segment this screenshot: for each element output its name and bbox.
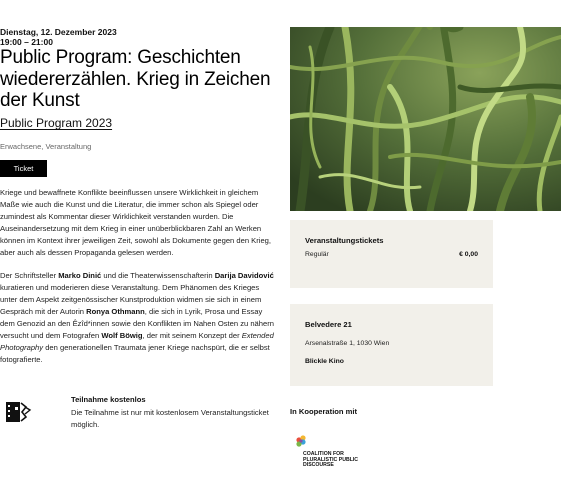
page-title: Public Program: Geschichten wiedererzählen. Krieg in Zeichen der Kunst [0, 47, 271, 111]
cooperation-heading: In Kooperation mit [290, 407, 358, 416]
text-span: den generationellen Traumata jener Kriege nachspürt, die er selbst fotografierte. [0, 343, 270, 364]
ticket-button[interactable]: Ticket [0, 160, 47, 177]
event-image [290, 27, 561, 211]
text-span: und die Theaterwissenschafterin [101, 271, 215, 280]
tickets-card [290, 220, 493, 288]
series-link[interactable]: Public Program 2023 [0, 116, 113, 130]
ticket-icon [4, 398, 34, 426]
person-name: Wolf Böwig [101, 331, 143, 340]
tickets-heading: Veranstaltungstickets [305, 236, 384, 245]
ticket-price: € 0,00 [459, 251, 478, 258]
event-datetime [0, 27, 117, 47]
description-paragraph-1: Kriege und bewaffnete Konflikte beeinflussen unsere Wirklichkeit in gleichem Maße wie auch die Kunst und die Literatur, die immer schon als Spiegel oder zumindest als Kommentar dieser Wirklichkeit verstanden wurden. Die Auseinandersetzung mit dem Krieg in einer unüberblickbaren Zahl an Werken können im Kontext ihrer jeweiligen Zeit, sowohl als Dokumente gegen den Krieg, aber auch als dessen Propaganda gelesen werden. [0, 188, 271, 257]
venue-name: Belvedere 21 [305, 320, 352, 329]
partner-line: PLURALISTIC PUBLIC [303, 456, 359, 463]
notice-text: Die Teilnahme ist nur mit kostenlosem Veranstaltungsticket möglich. [71, 408, 269, 429]
event-category: Erwachsene, Veranstaltung [0, 142, 92, 151]
partner-line: DISCOURSE [303, 462, 334, 469]
notice-title: Teilnahme kostenlos [71, 395, 146, 404]
person-name: Darija Davidović [214, 271, 274, 280]
text-span: , der mit seinem Konzept der [142, 331, 242, 340]
text-span: Der Schriftsteller [0, 271, 59, 280]
person-name: Ronya Othmann [86, 307, 145, 316]
venue-address: Arsenalstraße 1, 1030 Wien [305, 340, 390, 347]
event-date: Dienstag, 12. Dezember 2023 [0, 27, 117, 37]
text-span: , die sich in Lyrik, Prosa und Essay dem Genozid an den Êzîd*innen sowie den Konflikten im Nahen Osten zu nähern versucht und dem Fotografen [0, 307, 274, 340]
event-time: 19:00 – 21:00 [0, 37, 53, 47]
partner-name [303, 452, 363, 469]
venue-card [290, 304, 493, 386]
person-name: Marko Dinić [58, 271, 102, 280]
concept-name: Extended Photography [0, 331, 274, 352]
partner-line: COALITION FOR [303, 451, 344, 457]
description-paragraph-2 [0, 270, 278, 366]
venue-room: Blickle Kino [305, 358, 344, 365]
text-span: kuratieren und moderieren diese Veranstaltung. Dem Phänomen des Krieges unter dem Aspekt zeitgenössischer Kunstproduktion widmen sie sich in einem Gespräch mit der Autorin [0, 283, 262, 316]
ticket-type: Regulär [305, 251, 329, 258]
